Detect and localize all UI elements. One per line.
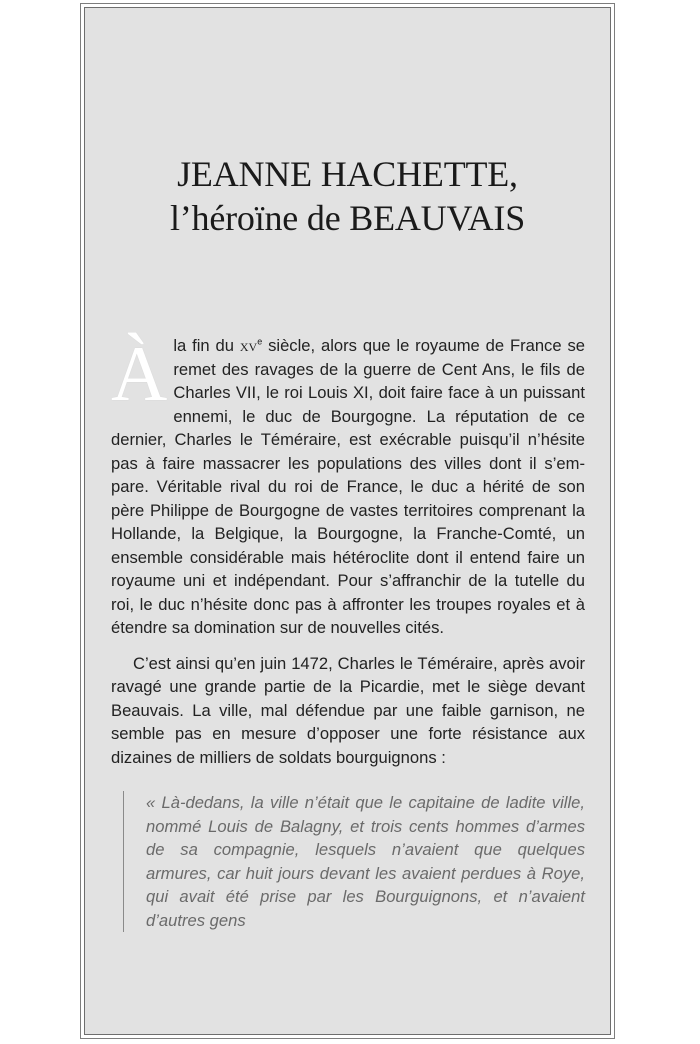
century-superscript: e bbox=[257, 336, 263, 347]
chapter-title-line-1: JEANNE HACHETTE, bbox=[177, 154, 518, 194]
chapter-title bbox=[84, 152, 611, 240]
paragraph-1-text-a: la fin du bbox=[173, 336, 240, 355]
paragraph-1 bbox=[111, 330, 585, 640]
drop-cap: À bbox=[111, 330, 168, 417]
century-numeral: xv bbox=[239, 336, 258, 355]
body-text bbox=[111, 330, 585, 932]
block-quote: « Là-dedans, la ville n’était que le capitaine de ladite ville, nommé Louis de Balagny, et trois cents hommes d’armes de sa compagnie, lesquels n’avaient que quelques armures, car huit jours devant les avaient perdues à Roye, qui avait été prise par les Bourguignons, et n’avaient d’autres gens bbox=[123, 791, 585, 932]
chapter-title-line-2: l’héroïne de BEAUVAIS bbox=[169, 198, 526, 238]
paragraph-2: C’est ainsi qu’en juin 1472, Charles le Téméraire, après avoir ravagé une grande partie de la Picardie, met le siège devant Beauvais. La ville, mal défendue par une faible garnison, ne semble pas en mesure d’opposer une forte résistance aux dizaines de milliers de soldats bourguignons : bbox=[111, 653, 585, 767]
paragraph-1-text-b: siècle, alors que le royaume de France se remet des ravages de la guerre de Cent Ans, le fils de Charles VII, le roi Louis XI, doit faire face à un puissant ennemi, le duc de Bourgogne. La réputation de ce dernier, Charles le Téméraire, est exécrable puisqu’il n’hésite pas à faire massacrer les populations des villes dont il s’em-pare. Véritable rival du roi de France, le duc a hérité de son père Philippe de Bourgogne de vastes territoires comprenant la Hollande, la Belgique, la Bourgogne, la Franche-Comté, un ensemble considérable mais hétéroclite dont il entend faire un royaume uni et indépendant. Pour s’affranchir de la tutelle du roi, le duc n’hésite donc pas à affronter les troupes royales et à étendre sa domination sur de nouvelles cités. bbox=[111, 336, 585, 637]
